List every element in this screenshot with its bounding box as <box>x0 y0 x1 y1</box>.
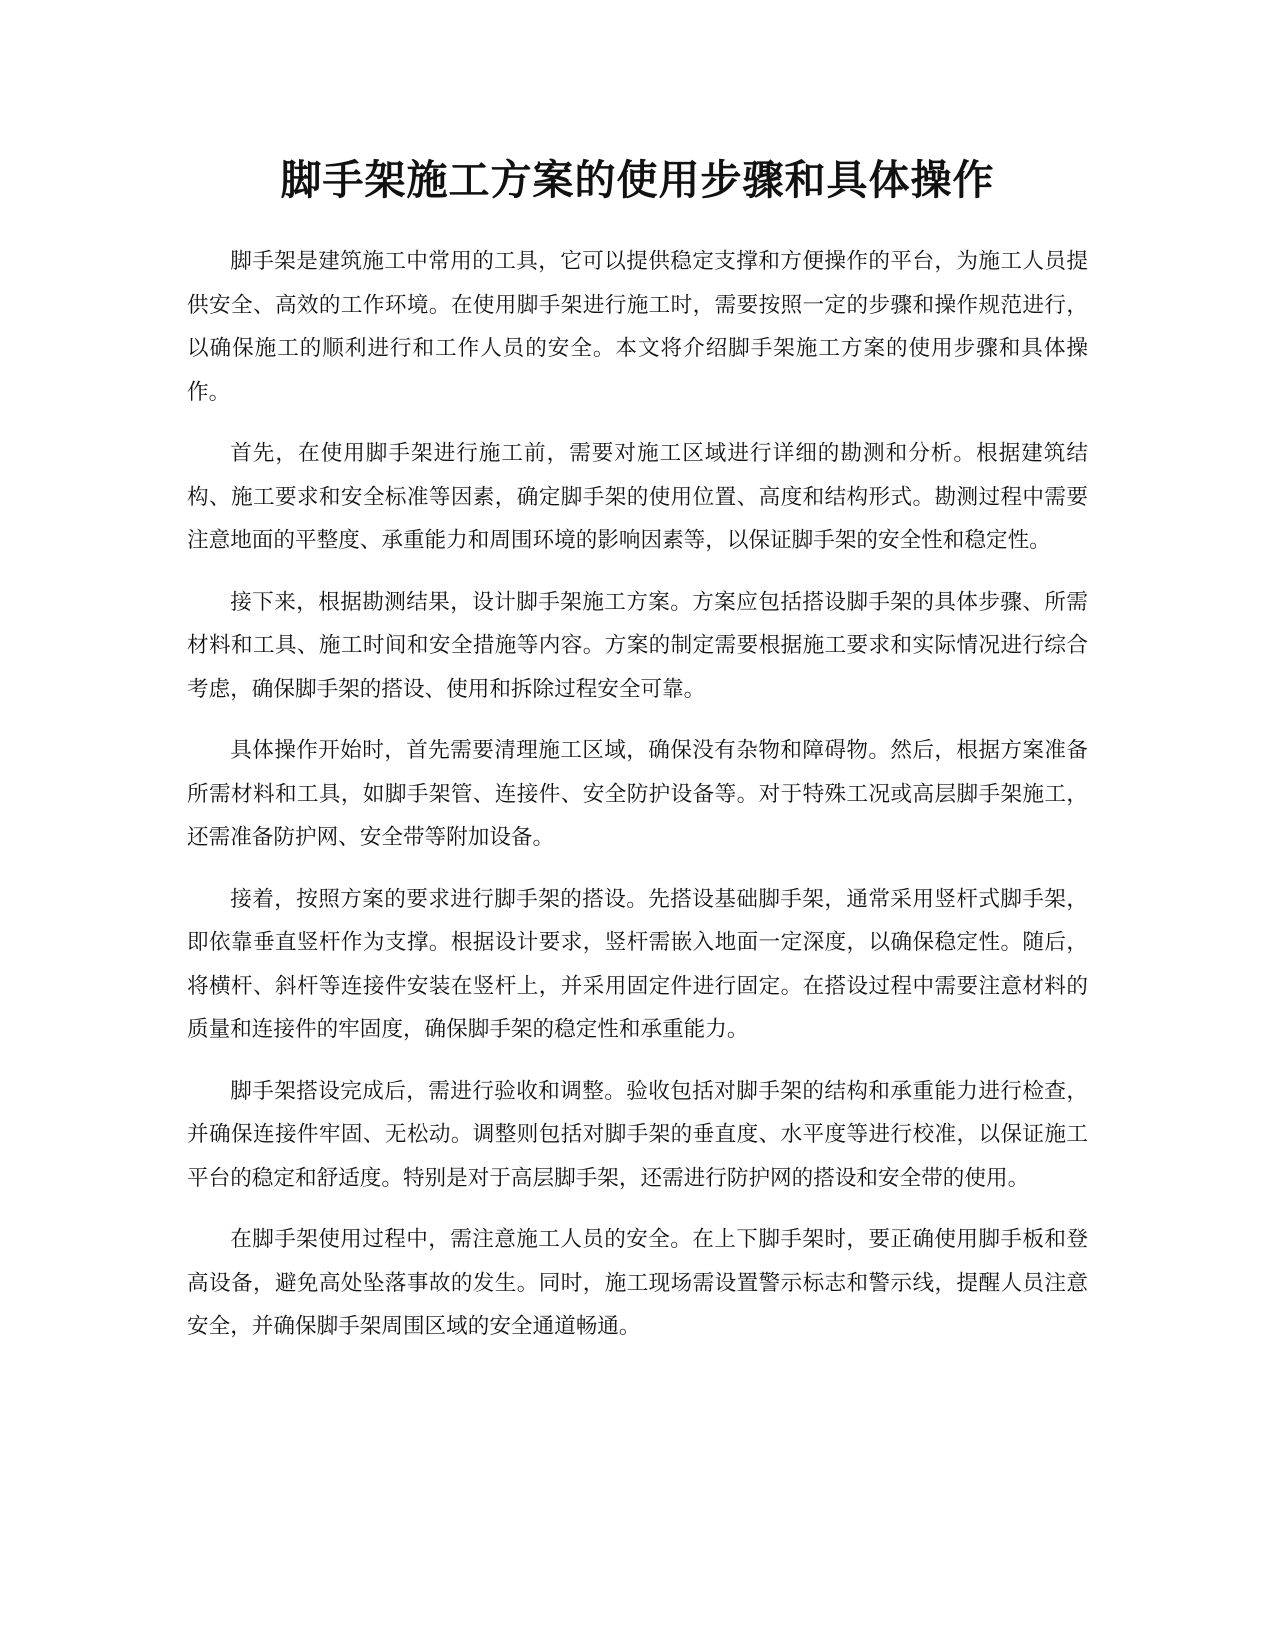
paragraph-6: 脚手架搭设完成后，需进行验收和调整。验收包括对脚手架的结构和承重能力进行检查，并确保连接件牢固、无松动。调整则包括对脚手架的垂直度、水平度等进行校准，以保证施工平台的稳定和舒适度。特别是对于高层脚手架，还需进行防护网的搭设和安全带的使用。 <box>187 1078 1088 1191</box>
paragraph-3: 接下来，根据勘测结果，设计脚手架施工方案。方案应包括搭设脚手架的具体步骤、所需材料和工具、施工时间和安全措施等内容。方案的制定需要根据施工要求和实际情况进行综合考虑，确保脚手架的搭设、使用和拆除过程安全可靠。 <box>187 589 1088 702</box>
paragraph-2: 首先，在使用脚手架进行施工前，需要对施工区域进行详细的勘测和分析。根据建筑结构、施工要求和安全标准等因素，确定脚手架的使用位置、高度和结构形式。勘测过程中需要注意地面的平整度、承重能力和周围环境的影响因素等，以保证脚手架的安全性和稳定性。 <box>187 441 1088 553</box>
paragraph-1: 脚手架是建筑施工中常用的工具，它可以提供稳定支撑和方便操作的平台，为施工人员提供安全、高效的工作环境。在使用脚手架进行施工时，需要按照一定的步骤和操作规范进行，以确保施工的顺利进行和工作人员的安全。本文将介绍脚手架施工方案的使用步骤和具体操作。 <box>187 249 1088 405</box>
document-body <box>187 240 1088 1367</box>
paragraph-7: 在脚手架使用过程中，需注意施工人员的安全。在上下脚手架时，要正确使用脚手板和登高设备，避免高处坠落事故的发生。同时，施工现场需设置警示标志和警示线，提醒人员注意安全，并确保脚手架周围区域的安全通道畅通。 <box>187 1227 1088 1339</box>
paragraph-4: 具体操作开始时，首先需要清理施工区域，确保没有杂物和障碍物。然后，根据方案准备所需材料和工具，如脚手架管、连接件、安全防护设备等。对于特殊工况或高层脚手架施工，还需准备防护网、安全带等附加设备。 <box>187 738 1088 850</box>
paragraph-5: 接着，按照方案的要求进行脚手架的搭设。先搭设基础脚手架，通常采用竖杆式脚手架，即依靠垂直竖杆作为支撑。根据设计要求，竖杆需嵌入地面一定深度，以确保稳定性。随后，将横杆、斜杆等连接件安装在竖杆上，并采用固定件进行固定。在搭设过程中需要注意材料的质量和连接件的牢固度，确保脚手架的稳定性和承重能力。 <box>187 886 1088 1042</box>
document-title: 脚手架施工方案的使用步骤和具体操作 <box>280 156 995 204</box>
